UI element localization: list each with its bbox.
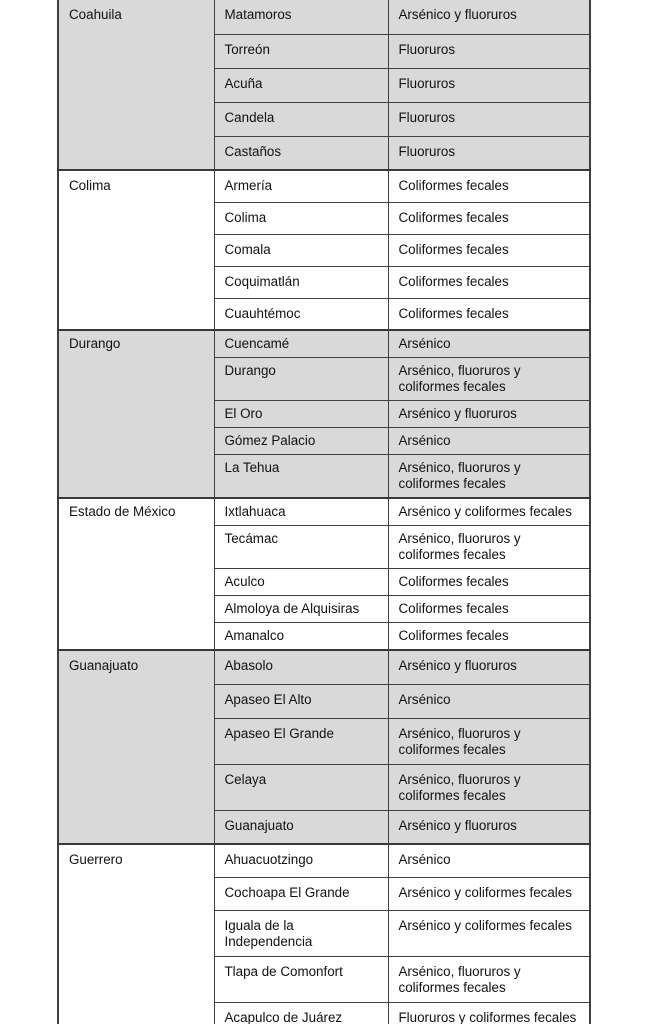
municipality-cell: Apaseo El Alto — [214, 684, 388, 718]
table-row — [58, 844, 590, 877]
municipality-cell: Aculco — [214, 569, 388, 596]
table-row — [58, 650, 590, 684]
municipality-cell: Gómez Palacio — [214, 428, 388, 455]
state-cell: Guerrero — [58, 844, 214, 1024]
municipality-cell: Guanajuato — [214, 810, 388, 844]
municipality-cell: Iguala de la Independencia — [214, 910, 388, 956]
contaminants-cell: Arsénico y fluoruros — [388, 0, 590, 34]
municipality-cell: La Tehua — [214, 455, 388, 499]
contaminants-cell: Coliformes fecales — [388, 266, 590, 298]
municipality-cell: Matamoros — [214, 0, 388, 34]
contaminants-cell: Arsénico, fluoruros y coliformes fecales — [388, 526, 590, 569]
contaminants-cell: Fluoruros — [388, 68, 590, 102]
municipality-cell: Torreón — [214, 34, 388, 68]
municipality-cell: Armería — [214, 170, 388, 202]
contaminants-cell: Arsénico, fluoruros y coliformes fecales — [388, 718, 590, 764]
contaminants-cell: Arsénico y fluoruros — [388, 810, 590, 844]
contaminants-cell: Coliformes fecales — [388, 596, 590, 623]
contaminants-cell: Coliformes fecales — [388, 623, 590, 651]
state-cell: Estado de México — [58, 498, 214, 650]
contaminants-cell: Arsénico, fluoruros y coliformes fecales — [388, 455, 590, 499]
municipality-cell: Ixtlahuaca — [214, 498, 388, 526]
municipality-cell: Acuña — [214, 68, 388, 102]
state-cell: Guanajuato — [58, 650, 214, 844]
municipality-cell: Ahuacuotzingo — [214, 844, 388, 877]
table-row — [58, 498, 590, 526]
municipality-cell: Acapulco de Juárez — [214, 1002, 388, 1024]
contaminants-cell: Arsénico — [388, 844, 590, 877]
contaminants-cell: Coliformes fecales — [388, 298, 590, 330]
municipality-cell: Coquimatlán — [214, 266, 388, 298]
contaminants-cell: Fluoruros y coliformes fecales — [388, 1002, 590, 1024]
municipality-cell: Tlapa de Comonfort — [214, 956, 388, 1002]
contaminants-cell: Arsénico, fluoruros y coliformes fecales — [388, 764, 590, 810]
contaminants-cell: Coliformes fecales — [388, 569, 590, 596]
municipality-cell: Celaya — [214, 764, 388, 810]
municipality-cell: Colima — [214, 202, 388, 234]
state-municipality-contaminants-table — [57, 0, 591, 1024]
municipality-cell: Amanalco — [214, 623, 388, 651]
contaminants-cell: Arsénico y coliformes fecales — [388, 877, 590, 910]
table-row — [58, 330, 590, 358]
contaminants-cell: Arsénico, fluoruros y coliformes fecales — [388, 358, 590, 401]
state-cell: Durango — [58, 330, 214, 498]
municipality-cell: Almoloya de Alquisiras — [214, 596, 388, 623]
state-cell: Coahuila — [58, 0, 214, 170]
contaminants-cell: Fluoruros — [388, 136, 590, 170]
municipality-cell: Cochoapa El Grande — [214, 877, 388, 910]
contaminants-cell: Coliformes fecales — [388, 170, 590, 202]
municipality-cell: Castaños — [214, 136, 388, 170]
contaminants-cell: Arsénico, fluoruros y coliformes fecales — [388, 956, 590, 1002]
municipality-cell: Tecámac — [214, 526, 388, 569]
municipality-cell: Cuauhtémoc — [214, 298, 388, 330]
contaminants-cell: Arsénico y coliformes fecales — [388, 910, 590, 956]
contaminants-cell: Arsénico y fluoruros — [388, 650, 590, 684]
contaminants-cell: Fluoruros — [388, 102, 590, 136]
state-cell: Colima — [58, 170, 214, 330]
municipality-cell: Apaseo El Grande — [214, 718, 388, 764]
municipality-cell: Durango — [214, 358, 388, 401]
table-body — [58, 0, 590, 1024]
contaminants-cell: Arsénico — [388, 428, 590, 455]
contaminants-cell: Arsénico — [388, 330, 590, 358]
contaminants-cell: Arsénico y fluoruros — [388, 401, 590, 428]
contaminants-cell: Fluoruros — [388, 34, 590, 68]
contaminants-cell: Coliformes fecales — [388, 202, 590, 234]
municipality-cell: Candela — [214, 102, 388, 136]
contaminants-cell: Arsénico y coliformes fecales — [388, 498, 590, 526]
municipality-cell: El Oro — [214, 401, 388, 428]
contaminants-cell: Coliformes fecales — [388, 234, 590, 266]
table-row — [58, 0, 590, 34]
municipality-cell: Comala — [214, 234, 388, 266]
table-row — [58, 170, 590, 202]
contaminants-cell: Arsénico — [388, 684, 590, 718]
municipality-cell: Cuencamé — [214, 330, 388, 358]
municipality-cell: Abasolo — [214, 650, 388, 684]
